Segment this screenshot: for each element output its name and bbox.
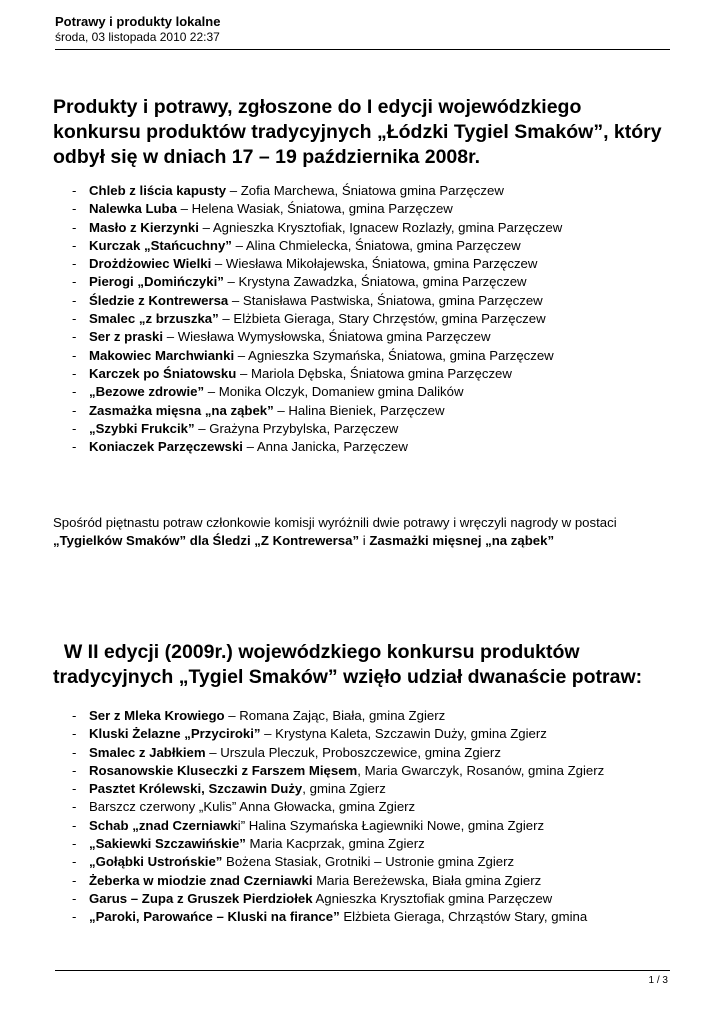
- list-item: [72, 707, 682, 725]
- item-details: Bożena Stasiak, Grotniki – Ustronie gmina Zgierz: [222, 854, 515, 870]
- dash-bullet: -: [72, 365, 77, 381]
- dash-bullet: -: [72, 726, 77, 742]
- list-item: [72, 762, 682, 780]
- page-number: 1 / 3: [648, 975, 668, 986]
- item-name: Ser z praski: [89, 329, 164, 345]
- item-name: Karczek po Śniatowsku: [89, 365, 237, 381]
- document-header: [55, 14, 220, 45]
- list-item: [72, 908, 682, 926]
- list-item: [72, 237, 682, 255]
- item-details: – Agnieszka Szymańska, Śniatowa, gmina Parzęczew: [234, 347, 554, 363]
- item-details: – Wiesława Mikołajewska, Śniatowa, gmina Parzęczew: [211, 256, 538, 272]
- item-name: „Bezowe zdrowie”: [89, 384, 205, 400]
- item-details: Elżbieta Gieraga, Chrząstów Stary, gmina: [339, 909, 588, 925]
- item-details: i” Halina Szymańska Łagiewniki Nowe, gmina Zgierz: [237, 817, 545, 833]
- list-item: [72, 365, 682, 383]
- item-details: – Elżbieta Gieraga, Stary Chrzęstów, gmina Parzęczew: [218, 311, 546, 327]
- paragraph-text-2: i: [359, 533, 370, 549]
- item-name: „Gołąbki Ustrońskie”: [89, 854, 223, 870]
- list-item: [72, 853, 682, 871]
- item-name: „Szybki Frukcik”: [89, 420, 195, 436]
- section1-heading: Produkty i potrawy, zgłoszone do I edycji wojewódzkiego konkursu produktów tradycyjnych „Łódzki Tygiel Smaków”, który odbył się w dniach 17 – 19 października 2008r.: [53, 96, 662, 168]
- item-name: Schab „znad Czerniawk: [89, 817, 238, 833]
- list-item: [72, 438, 682, 456]
- dash-bullet: -: [72, 744, 77, 760]
- item-details: – Stanisława Pastwiska, Śniatowa, gmina Parzęczew: [228, 292, 543, 308]
- list-item: [72, 347, 682, 365]
- dash-bullet: -: [72, 219, 77, 235]
- paragraph-bold-2: Zasmażki mięsnej „na ząbek”: [369, 533, 555, 549]
- dash-bullet: -: [72, 781, 77, 797]
- item-name: Nalewka Luba: [89, 201, 177, 217]
- item-details: , Maria Gwarczyk, Rosanów, gmina Zgierz: [357, 762, 605, 778]
- dash-bullet: -: [72, 311, 77, 327]
- list-item: [72, 292, 682, 310]
- dash-bullet: -: [72, 762, 77, 778]
- dash-bullet: -: [72, 201, 77, 217]
- section2-heading-text: W II edycji (2009r.) wojewódzkiego konkursu produktów tradycyjnych „Tygiel Smaków” wzięło udział dwanaście potraw:: [53, 641, 643, 688]
- dash-bullet: -: [72, 817, 77, 833]
- item-details: Barszcz czerwony „Kulis” Anna Głowacka, gmina Zgierz: [89, 799, 416, 815]
- list-item: [72, 182, 682, 200]
- dash-bullet: -: [72, 836, 77, 852]
- dash-bullet: -: [72, 237, 77, 253]
- item-name: „Paroki, Parowańce – Kluski na firance”: [89, 909, 340, 925]
- item-name: Śledzie z Kontrewersa: [89, 292, 229, 308]
- item-name: Żeberka w miodzie znad Czerniawki: [89, 872, 313, 888]
- section2-list: [72, 707, 682, 927]
- list-item: [72, 780, 682, 798]
- list-item: [72, 744, 682, 762]
- item-details: Maria Kacprzak, gmina Zgierz: [245, 836, 425, 852]
- list-item: [72, 890, 682, 908]
- dash-bullet: -: [72, 439, 77, 455]
- item-name: Chleb z liścia kapusty: [89, 183, 227, 198]
- item-details: – Mariola Dębska, Śniatowa gmina Parzęczew: [236, 365, 512, 381]
- item-name: Ser z Mleka Krowiego: [89, 708, 225, 723]
- dash-bullet: -: [72, 183, 77, 198]
- item-details: – Krystyna Zawadzka, Śniatowa, gmina Parzęczew: [223, 274, 527, 290]
- awards-paragraph: [53, 514, 683, 551]
- list-item: [72, 817, 682, 835]
- item-details: Agnieszka Krysztofiak gmina Parzęczew: [312, 890, 553, 906]
- dash-bullet: -: [72, 854, 77, 870]
- dash-bullet: -: [72, 347, 77, 363]
- item-details: – Krystyna Kaleta, Szczawin Duży, gmina Zgierz: [260, 726, 547, 742]
- list-item: [72, 200, 682, 218]
- header-date: środa, 03 listopada 2010 22:37: [55, 30, 220, 44]
- dash-bullet: -: [72, 420, 77, 436]
- item-name: Zasmażka mięsna „na ząbek”: [89, 402, 274, 418]
- list-item: [72, 383, 682, 401]
- list-item: [72, 402, 682, 420]
- item-name: Smalec z Jabłkiem: [89, 744, 206, 760]
- dash-bullet: -: [72, 872, 77, 888]
- item-details: – Romana Zając, Biała, gmina Zgierz: [224, 708, 446, 723]
- item-details: – Wiesława Wymysłowska, Śniatowa gmina Parzęczew: [163, 329, 491, 345]
- list-item: [72, 872, 682, 890]
- item-details: – Agnieszka Krysztofiak, Ignacew Rozlazły, gmina Parzęczew: [198, 219, 563, 235]
- dash-bullet: -: [72, 799, 77, 815]
- list-item: [72, 725, 682, 743]
- item-details: – Monika Olczyk, Domaniew gmina Dalików: [204, 384, 464, 400]
- item-name: Drożdżowiec Wielki: [89, 256, 212, 272]
- dash-bullet: -: [72, 708, 77, 723]
- section1-list: [72, 182, 682, 456]
- dash-bullet: -: [72, 329, 77, 345]
- dash-bullet: -: [72, 402, 77, 418]
- item-details: – Alina Chmielecka, Śniatowa, gmina Parzęczew: [231, 237, 521, 253]
- dash-bullet: -: [72, 909, 77, 925]
- item-details: Maria Bereżewska, Biała gmina Zgierz: [312, 872, 542, 888]
- list-item: [72, 310, 682, 328]
- item-name: Pierogi „Domińczyki”: [89, 274, 224, 290]
- list-item: [72, 798, 682, 816]
- header-title: Potrawy i produkty lokalne: [55, 14, 221, 29]
- dash-bullet: -: [72, 890, 77, 906]
- item-name: Garus – Zupa z Gruszek Pierdziołek: [89, 890, 313, 906]
- item-name: Masło z Kierzynki: [89, 219, 199, 235]
- list-item: [72, 273, 682, 291]
- header-divider: [55, 49, 670, 50]
- item-name: Kurczak „Stańcuchny”: [89, 237, 232, 253]
- dash-bullet: -: [72, 384, 77, 400]
- list-item: [72, 420, 682, 438]
- item-details: – Anna Janicka, Parzęczew: [242, 439, 408, 455]
- item-details: – Zofia Marchewa, Śniatowa gmina Parzęczew: [226, 183, 504, 198]
- list-item: [72, 255, 682, 273]
- item-name: Kluski Żelazne „Przyciroki”: [89, 726, 261, 742]
- footer-divider: [55, 970, 670, 971]
- item-details: – Grażyna Przybylska, Parzęczew: [194, 420, 399, 436]
- item-details: – Halina Bieniek, Parzęczew: [273, 402, 445, 418]
- item-details: , gmina Zgierz: [302, 781, 386, 797]
- item-details: – Helena Wasiak, Śniatowa, gmina Parzęczew: [176, 201, 453, 217]
- paragraph-text-1: Spośród piętnastu potraw członkowie komisji wyróżnili dwie potrawy i wręczyli nagrody w postaci: [53, 515, 617, 530]
- section2-heading: [53, 640, 673, 690]
- dash-bullet: -: [72, 274, 77, 290]
- item-name: Koniaczek Parzęczewski: [89, 439, 243, 455]
- item-name: Makowiec Marchwianki: [89, 347, 235, 363]
- item-name: Pasztet Królewski, Szczawin Duży: [89, 781, 303, 797]
- item-name: „Sakiewki Szczawińskie”: [89, 836, 246, 852]
- list-item: [72, 219, 682, 237]
- item-name: Rosanowskie Kluseczki z Farszem Mięsem: [89, 762, 358, 778]
- list-item: [72, 835, 682, 853]
- item-details: – Urszula Pleczuk, Proboszczewice, gmina Zgierz: [205, 744, 501, 760]
- paragraph-bold-1: „Tygielków Smaków” dla Śledzi „Z Kontrewersa”: [53, 533, 360, 549]
- dash-bullet: -: [72, 292, 77, 308]
- item-name: Smalec „z brzuszka”: [89, 311, 219, 327]
- dash-bullet: -: [72, 256, 77, 272]
- list-item: [72, 328, 682, 346]
